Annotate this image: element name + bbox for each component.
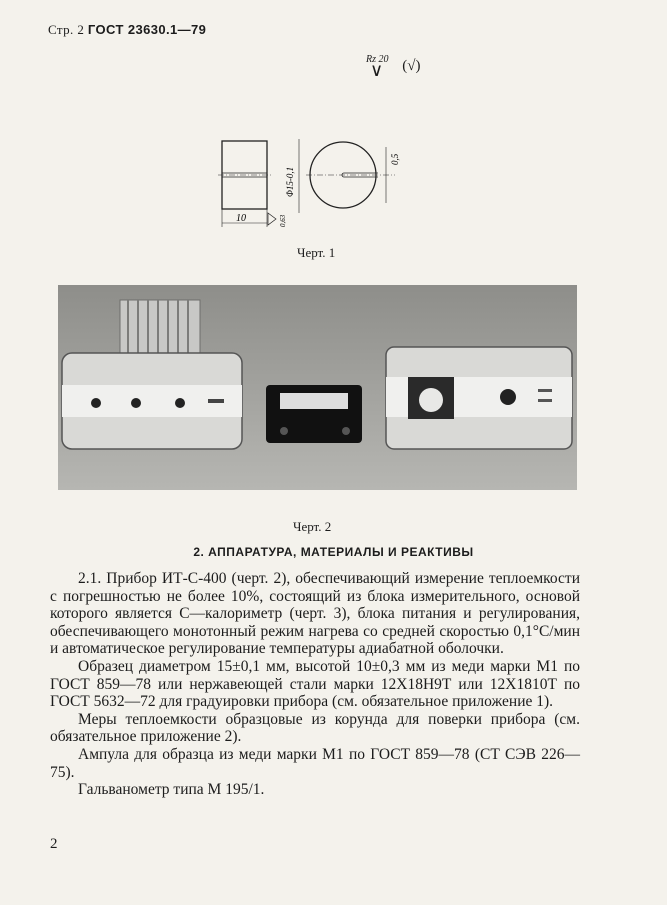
roughness-dimension: 0,63: [279, 214, 287, 227]
page-label: Стр. 2: [48, 22, 85, 37]
paragraph: Образец диаметром 15±0,1 мм, высотой 10±0,3 мм из меди марки М1 по ГОСТ 859—78 или нержавеющей стали марки 12Х18Н9Т или 12Х1810Т по ГОСТ 5632—72 для градуировки прибора (см. обязательное приложение 1).: [50, 657, 580, 711]
galvanometer: [266, 385, 362, 443]
knob-icon: [131, 398, 141, 408]
section-title: 2. АППАРАТУРА, МАТЕРИАЛЫ И РЕАКТИВЫ: [193, 545, 474, 559]
page-number: 2: [50, 836, 58, 852]
apparatus-photo: [58, 285, 577, 490]
technical-drawing-1: [210, 135, 410, 235]
paragraph: Ампула для образца из меди марки М1 по ГОСТ 859—78 (СТ СЭВ 226—75).: [50, 745, 580, 781]
roughness-suffix: (√): [402, 58, 421, 74]
roughness-triangle-icon: [268, 213, 276, 225]
page-header: [48, 22, 206, 38]
paragraph: 2.1. Прибор ИТ-С-400 (черт. 2), обеспечивающий измерение теплоемкости с погрешностью не более 10%, состоящий из блока измерительного, основой которого является С—калориметр (черт. 3), блока питания и регулирования, обеспечивающего монотонный режим нагрева со средней скоростью 0,1°С/мин и автоматическое регулирование температуры адиабатной оболочки.: [50, 570, 580, 658]
meter-dial-icon: [419, 388, 443, 412]
roughness-mark: [366, 54, 421, 80]
roughness-symbol: Rz 20: [366, 54, 389, 65]
knob-icon: [91, 398, 101, 408]
paragraph: Гальванометр типа М 195/1.: [78, 781, 265, 799]
standard-number: ГОСТ 23630.1—79: [87, 22, 207, 37]
control-knob-icon: [500, 389, 516, 405]
check-icon: ∨: [370, 60, 384, 80]
knob-icon: [175, 398, 185, 408]
diameter-dimension: Φ15-0,1: [285, 166, 295, 197]
section-body: [50, 570, 580, 799]
paragraph: Меры теплоемкости образцовые из корунда для поверки прибора (см. обязательное приложение 2).: [50, 710, 580, 746]
slot-dimension: 0,5: [390, 153, 400, 165]
galvanometer-scale: [280, 393, 348, 409]
power-control-block: [386, 347, 572, 449]
figure-1-caption: Черт. 1: [297, 245, 336, 260]
figure-2-caption: Черт. 2: [293, 519, 332, 534]
length-dimension: 10: [236, 213, 246, 224]
